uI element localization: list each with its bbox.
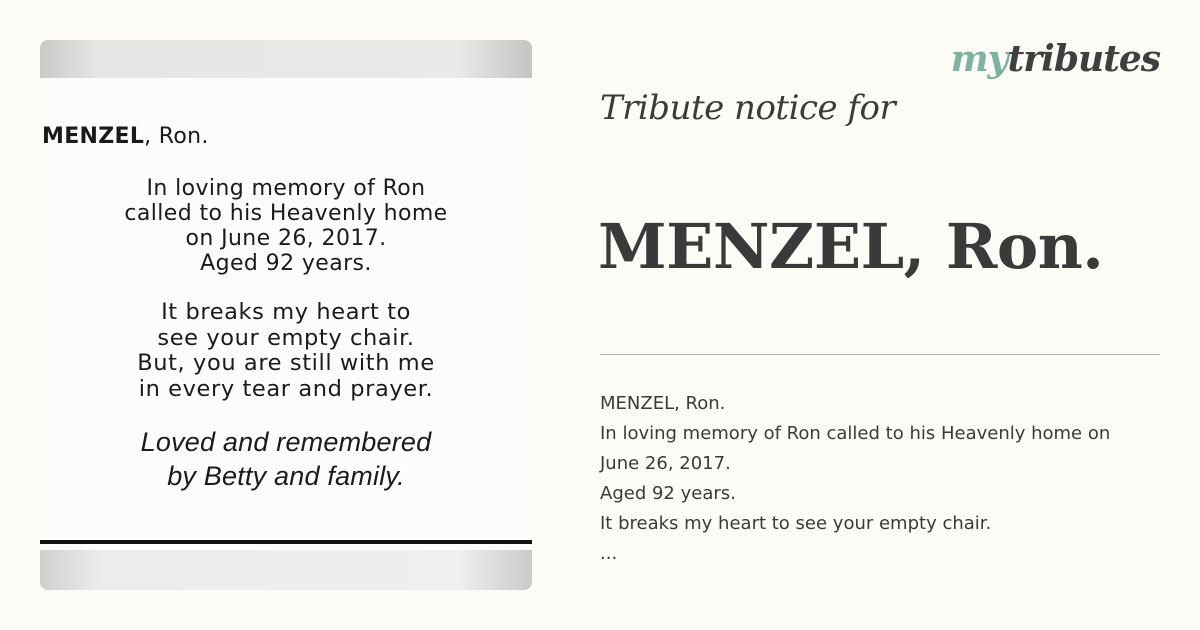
logo-tributes: tributes <box>1007 38 1160 80</box>
notice-image-line: Aged 92 years. <box>200 251 372 276</box>
scan-border-bottom <box>40 550 532 590</box>
notice-image-line: on June 26, 2017. <box>185 226 387 251</box>
excerpt-ellipsis: ... <box>600 543 618 564</box>
excerpt-line: In loving memory of Ron called to his Heavenly home on <box>600 423 1111 444</box>
scan-rule <box>40 540 532 544</box>
excerpt-line: Aged 92 years. <box>600 483 736 504</box>
notice-image <box>40 40 532 590</box>
notice-image-line: called to his Heavenly home <box>124 201 448 226</box>
notice-image-line: Loved and remembered <box>140 427 432 457</box>
notice-image-line: in every tear and prayer. <box>138 375 434 402</box>
divider <box>600 354 1160 355</box>
mytributes-logo[interactable] <box>951 38 1160 80</box>
notice-image-verse <box>40 300 532 402</box>
excerpt-line: June 26, 2017. <box>600 453 731 474</box>
notice-image-line: But, you are still with me <box>137 350 435 376</box>
notice-image-line: see your empty chair. <box>157 324 415 351</box>
notice-image-memory-text <box>40 176 532 276</box>
notice-image-signoff <box>40 425 532 493</box>
notice-image-name: MENZEL, Ron. <box>42 124 209 149</box>
notice-image-line: It breaks my heart to <box>161 299 411 325</box>
excerpt-line: MENZEL, Ron. <box>600 393 726 414</box>
logo-my: my <box>950 38 1008 80</box>
deceased-name: MENZEL, Ron. <box>598 210 1104 283</box>
scan-border-top <box>40 40 532 78</box>
tribute-notice-label: Tribute notice for <box>600 88 896 128</box>
excerpt-line: It breaks my heart to see your empty chair. <box>600 513 992 534</box>
tribute-excerpt <box>600 389 1170 569</box>
notice-image-line: In loving memory of Ron <box>146 176 426 201</box>
notice-image-line: by Betty and family. <box>167 461 405 491</box>
